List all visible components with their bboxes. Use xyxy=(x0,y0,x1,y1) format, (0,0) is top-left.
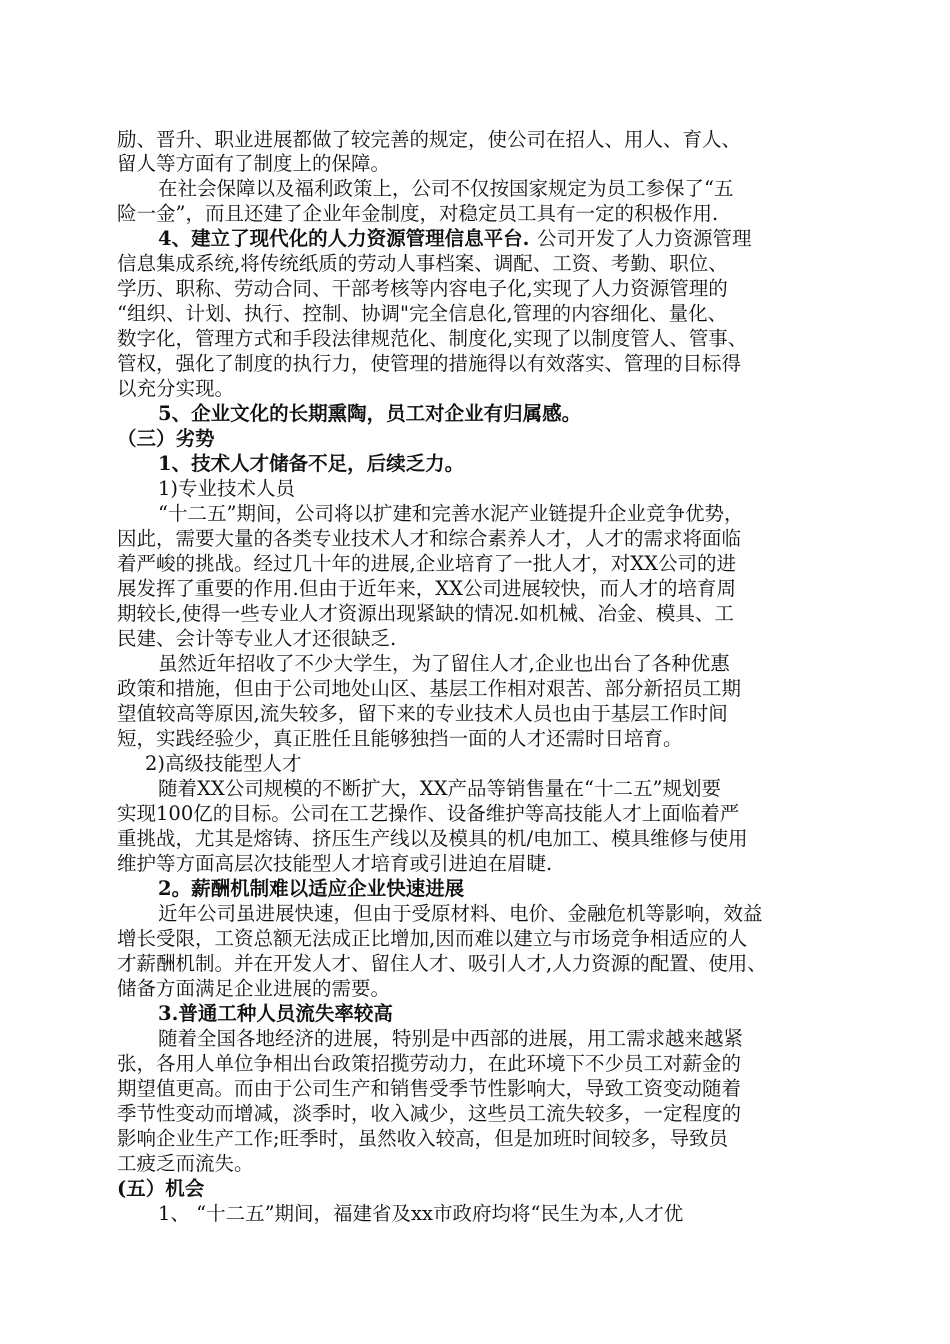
paragraph-line: 展发挥了重要的作用.但由于近年来，XX公司进展较快，而人才的培育周 xyxy=(117,577,736,600)
paragraph-line: “十二五”期间，公司将以扩建和完善水泥产业链提升企业竞争优势， xyxy=(158,502,744,525)
paragraph-line: 才薪酬机制。并在开发人才、留住人才、吸引人才,人力资源的配置、使用、 xyxy=(117,952,767,975)
paragraph-line: 励、晋升、职业进展都做了较完善的规定，使公司在招人、用人、育人、 xyxy=(117,128,742,151)
paragraph-line: 数字化，管理方式和手段法律规范化、制度化,实现了以制度管人、管事、 xyxy=(117,327,748,350)
paragraph-line: 储备方面满足企业进展的需要。 xyxy=(117,977,391,1000)
paragraph-line: 政策和措施，但由于公司地处山区、基层工作相对艰苦、部分新招员工期 xyxy=(117,677,742,700)
paragraph-line: 工疲乏而流失。 xyxy=(117,1152,254,1175)
bold-heading-line: 1、技术人才储备不足，后续乏力。 xyxy=(158,452,465,475)
paragraph-line: 实现100亿的目标。公司在工艺操作、设备维护等高技能人才上面临着严 xyxy=(117,802,740,825)
paragraph-line: 学历、职称、劳动合同、干部考核等内容电子化,实现了人力资源管理的 xyxy=(117,277,728,300)
paragraph-line: 张，各用人单位争相出台政策招揽劳动力，在此环境下不少员工对薪金的 xyxy=(117,1052,742,1075)
paragraph-line: 在社会保障以及福利政策上，公司不仅按国家规定为员工参保了“五 xyxy=(158,177,734,200)
paragraph-line: 期望值更高。而由于公司生产和销售受季节性影响大，导致工资变动随着 xyxy=(117,1077,742,1100)
paragraph-line: 影响企业生产工作;旺季时，虽然收入较高，但是加班时间较多，导致员 xyxy=(117,1127,729,1150)
paragraph-line: 2)高级技能型人才 xyxy=(145,752,302,775)
paragraph-line: 维护等方面高层次技能型人才培育或引进迫在眉睫. xyxy=(117,852,553,875)
paragraph-line: 重挑战，尤其是熔铸、挤压生产线以及模具的机/电加工、模具维修与使用 xyxy=(117,827,748,850)
section-heading: （三）劣势 xyxy=(117,427,215,450)
paragraph-line: 季节性变动而增减，淡季时，收入减少，这些员工流失较多，一定程度的 xyxy=(117,1102,742,1125)
paragraph-line: 近年公司虽进展快速，但由于受原材料、电价、金融危机等影响，效益 xyxy=(158,902,763,925)
bold-heading-line: 2。薪酬机制难以适应企业快速进展 xyxy=(158,877,465,900)
bold-heading-line: 5、企业文化的长期熏陶，员工对企业有归属感。 xyxy=(158,402,582,425)
paragraph-line: 1、 “十二五”期间，福建省及xx市政府均将“民生为本,人才优 xyxy=(158,1202,684,1225)
paragraph-line: 随着全国各地经济的进展，特别是中西部的进展，用工需求越来越紧 xyxy=(158,1027,744,1050)
paragraph-line: 因此，需要大量的各类专业技术人才和综合素养人才，人才的需求将面临 xyxy=(117,527,742,550)
paragraph-line: 1)专业技术人员 xyxy=(158,477,296,500)
section-heading: (五）机会 xyxy=(117,1177,205,1200)
paragraph-line: 短，实践经验少，真正胜任且能够独挡一面的人才还需时日培育。 xyxy=(117,727,683,750)
paragraph-line: 信息集成系统,将传统纸质的劳动人事档案、调配、工资、考勤、职位、 xyxy=(117,252,728,275)
paragraph-line: 随着XX公司规模的不断扩大，XX产品等销售量在“十二五”规划要 xyxy=(158,777,721,800)
paragraph-line: 留人等方面有了制度上的保障。 xyxy=(117,152,391,175)
paragraph-line: 民建、会计等专业人才还很缺乏. xyxy=(117,627,397,650)
paragraph-line: 虽然近年招收了不少大学生，为了留住人才,企业也出台了各种优惠 xyxy=(158,652,730,675)
paragraph-line: 管权，强化了制度的执行力，使管理的措施得以有效落实、管理的目标得 xyxy=(117,352,742,375)
bold-heading-line: 4、建立了现代化的人力资源管理信息平台. xyxy=(158,227,530,250)
bold-heading-line: 3.普通工种人员流失率较高 xyxy=(158,1002,393,1025)
paragraph-line: 望值较高等原因,流失较多，留下来的专业技术人员也由于基层工作时间 xyxy=(117,702,728,725)
paragraph-line: “组织、计划、执行、控制、协调"完全信息化,管理的内容细化、量化、 xyxy=(117,302,728,325)
paragraph-line: 期较长,使得一些专业人才资源出现紧缺的情况.如机械、冶金、模具、工 xyxy=(117,602,734,625)
paragraph-line: 增长受限，工资总额无法成正比增加,因而难以建立与市场竞争相适应的人 xyxy=(117,927,748,950)
paragraph-line: 公司开发了人力资源管理 xyxy=(537,227,752,250)
paragraph-line: 以充分实现。 xyxy=(117,377,235,400)
paragraph-line: 险一金”，而且还建了企业年金制度，对稳定员工具有一定的积极作用. xyxy=(117,202,719,225)
paragraph-line: 着严峻的挑战。经过几十年的进展,企业培育了一批人才，对XX公司的进 xyxy=(117,552,736,575)
